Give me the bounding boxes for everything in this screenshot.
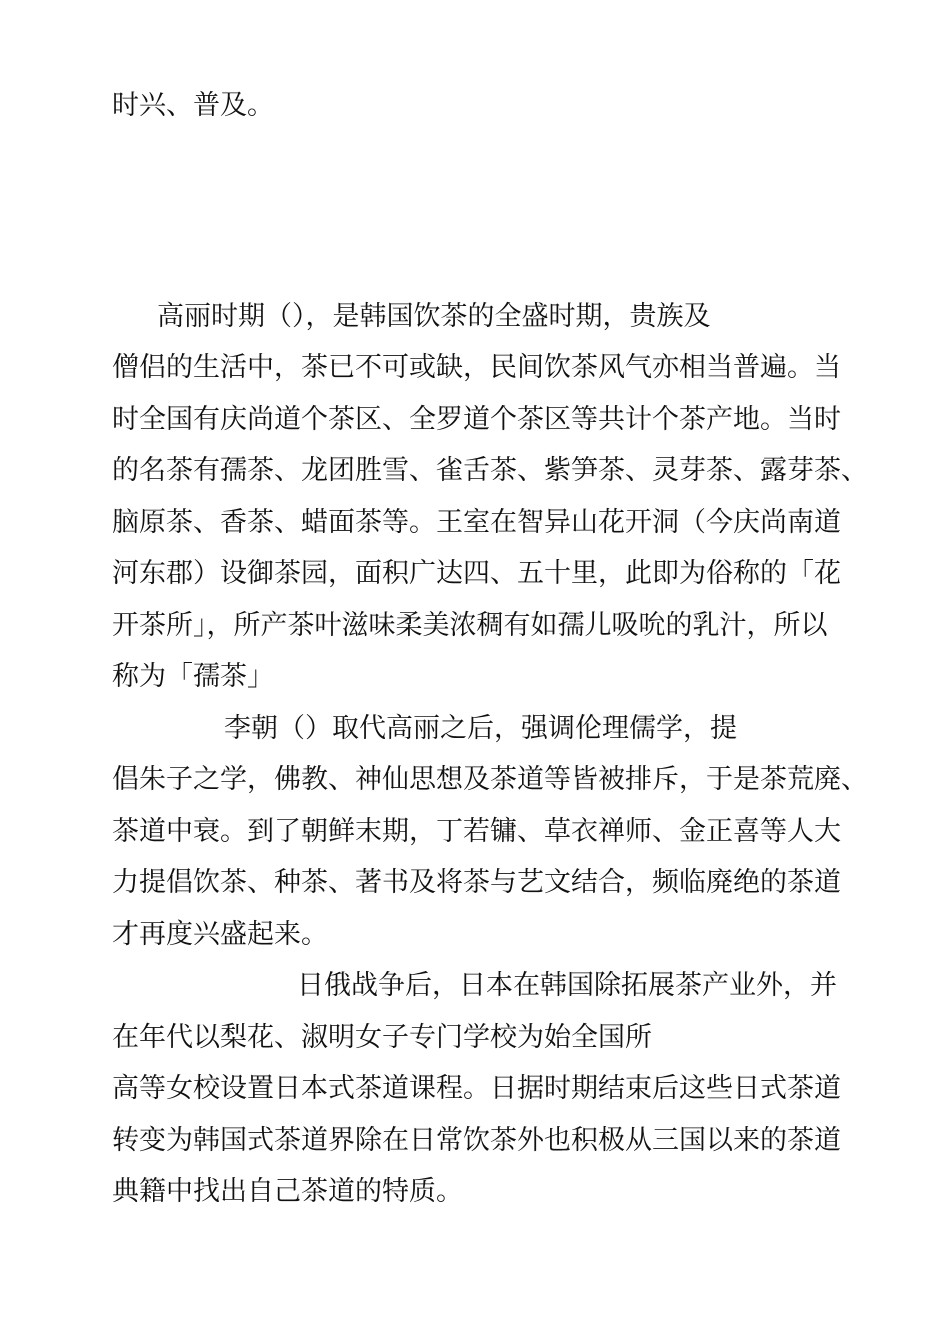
text-line: 高丽时期（），是韩国饮茶的全盛时期，贵族及 bbox=[157, 301, 711, 332]
text-line: 河东郡）设御茶园，面积广达四、五十里，此即为俗称的「花 bbox=[112, 558, 841, 589]
text-line: 僧侣的生活中，茶已不可或缺，民间饮茶风气亦相当普遍。当 bbox=[112, 352, 841, 383]
text-line: 李朝（）取代高丽之后，强调伦理儒学，提 bbox=[224, 713, 737, 744]
text-line: 茶道中衰。到了朝鲜末期，丁若镛、草衣禅师、金正喜等人大 bbox=[112, 816, 841, 847]
text-line: 高等女校设置日本式茶道课程。日据时期结束后这些日式茶道 bbox=[112, 1073, 841, 1104]
text-line: 称为「孺茶」 bbox=[112, 661, 274, 692]
text-line: 才再度兴盛起来。 bbox=[112, 919, 328, 950]
text-line: 的名茶有孺茶、龙团胜雪、雀舌茶、紫笋茶、灵芽茶、露芽茶、 bbox=[112, 455, 868, 486]
text-line: 开茶所」，所产茶叶滋味柔美浓稠有如孺儿吸吮的乳汁，所以 bbox=[112, 610, 828, 641]
text-line: 倡朱子之学，佛教、神仙思想及茶道等皆被排斥，于是茶荒廃、 bbox=[112, 764, 868, 795]
text-line: 力提倡饮茶、种茶、著书及将茶与艺文结合，频临廃绝的茶道 bbox=[112, 867, 841, 898]
text-line: 脑原茶、香茶、蜡面茶等。王室在智异山花开洞（今庆尚南道 bbox=[112, 507, 841, 538]
text-line: 转变为韩国式茶道界除在日常饮茶外也积极从三国以来的茶道 bbox=[112, 1125, 841, 1156]
text-line: 日俄战争后，日本在韩国除拓展茶产业外，并 bbox=[297, 970, 837, 1001]
text-line: 典籍中找出自己茶道的特质。 bbox=[112, 1176, 463, 1207]
text-line: 在年代以梨花、淑明女子专门学校为始全国所 bbox=[112, 1022, 652, 1053]
text-line: 时全国有庆尚道个茶区、全罗道个茶区等共计个茶产地。当时 bbox=[112, 404, 841, 435]
text-line: 时兴、普及。 bbox=[112, 90, 274, 121]
